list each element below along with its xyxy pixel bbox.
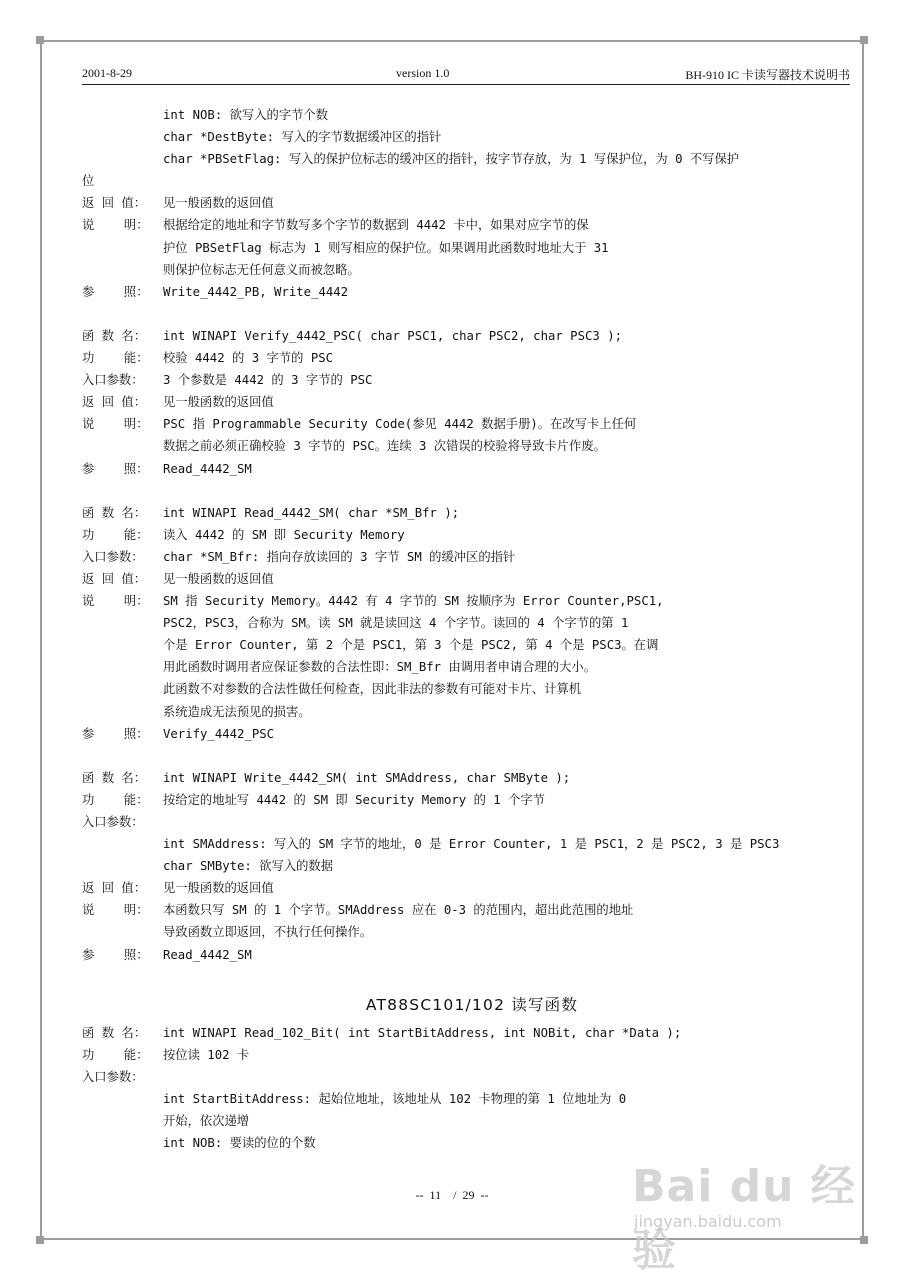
field-value: Read_4442_SM	[163, 461, 252, 476]
field-label: 入口参数：	[82, 373, 144, 388]
field-label: 参 照：	[82, 947, 149, 962]
field-label: 函 数 名：	[82, 328, 146, 343]
baidu-watermark	[612, 1150, 882, 1276]
field-label: 说 明：	[82, 594, 149, 609]
field-line	[82, 1022, 862, 1044]
field-label: 入口参数：	[82, 815, 144, 829]
indented-line: int SMAddress: 写入的 SM 字节的地址，0 是 Error Counter, 1 是 PSC1，2 是 PSC2, 3 是 PSC3	[163, 837, 780, 852]
field-label: 函 数 名：	[82, 1025, 146, 1040]
field-label: 参 照：	[82, 284, 149, 299]
header-rule	[82, 84, 850, 85]
field-label: 功 能：	[82, 351, 149, 366]
field-value: 见一般函数的返回值	[163, 395, 274, 410]
field-line	[82, 899, 862, 921]
watermark-url: jingyan.baidu.com	[634, 1212, 782, 1231]
field-value: Verify_4442_PSC	[163, 726, 275, 741]
field-line	[82, 281, 862, 303]
field-line	[82, 590, 862, 612]
field-line	[82, 944, 862, 966]
field-line	[82, 391, 862, 413]
field-value: int WINAPI Read_102_Bit( int StartBitAddress, int NOBit, char *Data );	[163, 1025, 682, 1040]
field-value: int WINAPI Write_4442_SM( int SMAddress, char SMByte );	[163, 770, 571, 785]
indented-line: char *PBSetFlag: 写入的保护位标志的缓冲区的指针，按字节存放，为 1 写保护位，为 0 不写保护	[163, 152, 740, 167]
field-line	[82, 325, 862, 347]
field-label: 函 数 名：	[82, 505, 146, 520]
indented-line: int NOB: 欲写入的字节个数	[163, 108, 329, 122]
field-value: char *SM_Bfr: 指向存放读回的 3 字节 SM 的缓冲区的指针	[163, 549, 516, 564]
indented-line: 数据之前必须正确校验 3 字节的 PSC。连续 3 次错误的校验将导致卡片作废。	[163, 439, 606, 454]
field-value: int WINAPI Verify_4442_PSC( char PSC1, char PSC2, char PSC3 );	[163, 328, 623, 343]
field-value: 3 个参数是 4442 的 3 字节的 PSC	[163, 373, 373, 388]
field-line	[82, 767, 862, 789]
field-line	[82, 811, 862, 833]
indented-line: 此函数不对参数的合法性做任何检查，因此非法的参数有可能对卡片、计算机	[163, 682, 582, 697]
field-label: 入口参数：	[82, 1069, 144, 1084]
field-line	[82, 502, 862, 524]
indented-line: int NOB: 要读的位的个数	[163, 1136, 316, 1151]
field-label: 说 明：	[82, 417, 149, 432]
page-header	[82, 66, 850, 84]
blank-line	[82, 303, 862, 325]
field-label: 入口参数：	[82, 549, 144, 564]
header-date: 2001-8-29	[82, 66, 132, 80]
field-value: Write_4442_PB, Write_4442	[163, 284, 349, 299]
field-value: 见一般函数的返回值	[163, 881, 274, 896]
field-line	[82, 546, 862, 568]
indented-line: int StartBitAddress: 起始位地址，该地址从 102 卡物理的第 1 位地址为 0	[163, 1092, 627, 1107]
field-value: int WINAPI Read_4442_SM( char *SM_Bfr );	[163, 505, 460, 520]
blank-line	[82, 745, 862, 767]
border-corner	[36, 36, 44, 44]
indented-line: char *DestByte: 写入的字节数据缓冲区的指针	[163, 130, 442, 145]
field-line	[82, 877, 862, 899]
indented-line: 导致函数立即返回，不执行任何操作。	[163, 925, 373, 940]
blank-line	[82, 480, 862, 502]
indented-line: 个是 Error Counter, 第 2 个是 PSC1，第 3 个是 PSC2, 第 4 个是 PSC3。在调	[163, 638, 659, 653]
field-value: PSC 指 Programmable Security Code(参见 4442 数据手册)。在改写卡上任何	[163, 417, 637, 432]
document-body	[82, 104, 862, 1154]
field-label: 功 能：	[82, 1047, 149, 1062]
blank-line	[82, 966, 862, 988]
field-label: 函 数 名：	[82, 770, 146, 785]
field-value: 见一般函数的返回值	[163, 196, 274, 211]
field-value: 校验 4442 的 3 字节的 PSC	[163, 351, 334, 366]
indented-line: 开始，依次递增	[163, 1114, 250, 1129]
field-label: 返 回 值：	[82, 196, 146, 211]
field-value: 按位读 102 卡	[163, 1047, 250, 1062]
indented-line: 则保护位标志无任何意义而被忽略。	[163, 262, 360, 277]
field-label: 返 回 值：	[82, 571, 146, 586]
field-value: 本函数只写 SM 的 1 个字节。SMAddress 应在 0-3 的范围内，超出此范围的地址	[163, 903, 634, 918]
field-label: 返 回 值：	[82, 881, 146, 896]
field-line	[82, 1044, 862, 1066]
field-label: 功 能：	[82, 527, 149, 542]
field-line	[82, 369, 862, 391]
header-doc-title: BH-910 IC 卡读写器技术说明书	[685, 68, 850, 82]
field-value: Read_4442_SM	[163, 947, 252, 962]
field-line	[82, 192, 862, 214]
border-corner	[36, 1236, 44, 1244]
page-number: -- 11 / 29 --	[415, 1188, 489, 1202]
field-value: 读入 4442 的 SM 即 Security Memory	[163, 527, 405, 542]
field-value: 按给定的地址写 4442 的 SM 即 Security Memory 的 1 个字节	[163, 792, 545, 807]
text-line: 位	[82, 174, 95, 189]
field-label: 说 明：	[82, 903, 149, 918]
field-line	[82, 458, 862, 480]
field-line	[82, 723, 862, 745]
field-line	[82, 214, 862, 236]
field-line	[82, 568, 862, 590]
indented-line: 护位 PBSetFlag 标志为 1 则写相应的保护位。如果调用此函数时地址大于 31	[163, 240, 609, 255]
field-line	[82, 524, 862, 546]
field-line	[82, 789, 862, 811]
border-corner	[860, 36, 868, 44]
field-line	[82, 413, 862, 435]
field-label: 功 能：	[82, 792, 149, 807]
field-value: SM 指 Security Memory。4442 有 4 字节的 SM 按顺序为 Error Counter,PSC1,	[163, 594, 664, 609]
field-label: 参 照：	[82, 726, 149, 741]
header-version: version 1.0	[396, 66, 450, 80]
field-line	[82, 347, 862, 369]
field-value: 见一般函数的返回值	[163, 571, 274, 586]
field-label: 说 明：	[82, 218, 149, 233]
section-title: AT88SC101/102 读写函数	[365, 995, 579, 1014]
field-line	[82, 1066, 862, 1088]
watermark-logo: Bai du 经验	[632, 1161, 856, 1276]
indented-line: PSC2，PSC3，合称为 SM。读 SM 就是读回这 4 个字节。读回的 4 个字节的第 1	[163, 616, 629, 631]
field-label: 参 照：	[82, 461, 149, 476]
field-label: 返 回 值：	[82, 395, 146, 410]
field-value: 根据给定的地址和字节数写多个字节的数据到 4442 卡中，如果对应字节的保	[163, 218, 589, 233]
indented-line: char SMByte: 欲写入的数据	[163, 859, 334, 874]
indented-line: 系统造成无法预见的损害。	[163, 704, 311, 719]
indented-line: 用此函数时调用者应保证参数的合法性即：SM_Bfr 由调用者申请合理的大小。	[163, 660, 597, 675]
